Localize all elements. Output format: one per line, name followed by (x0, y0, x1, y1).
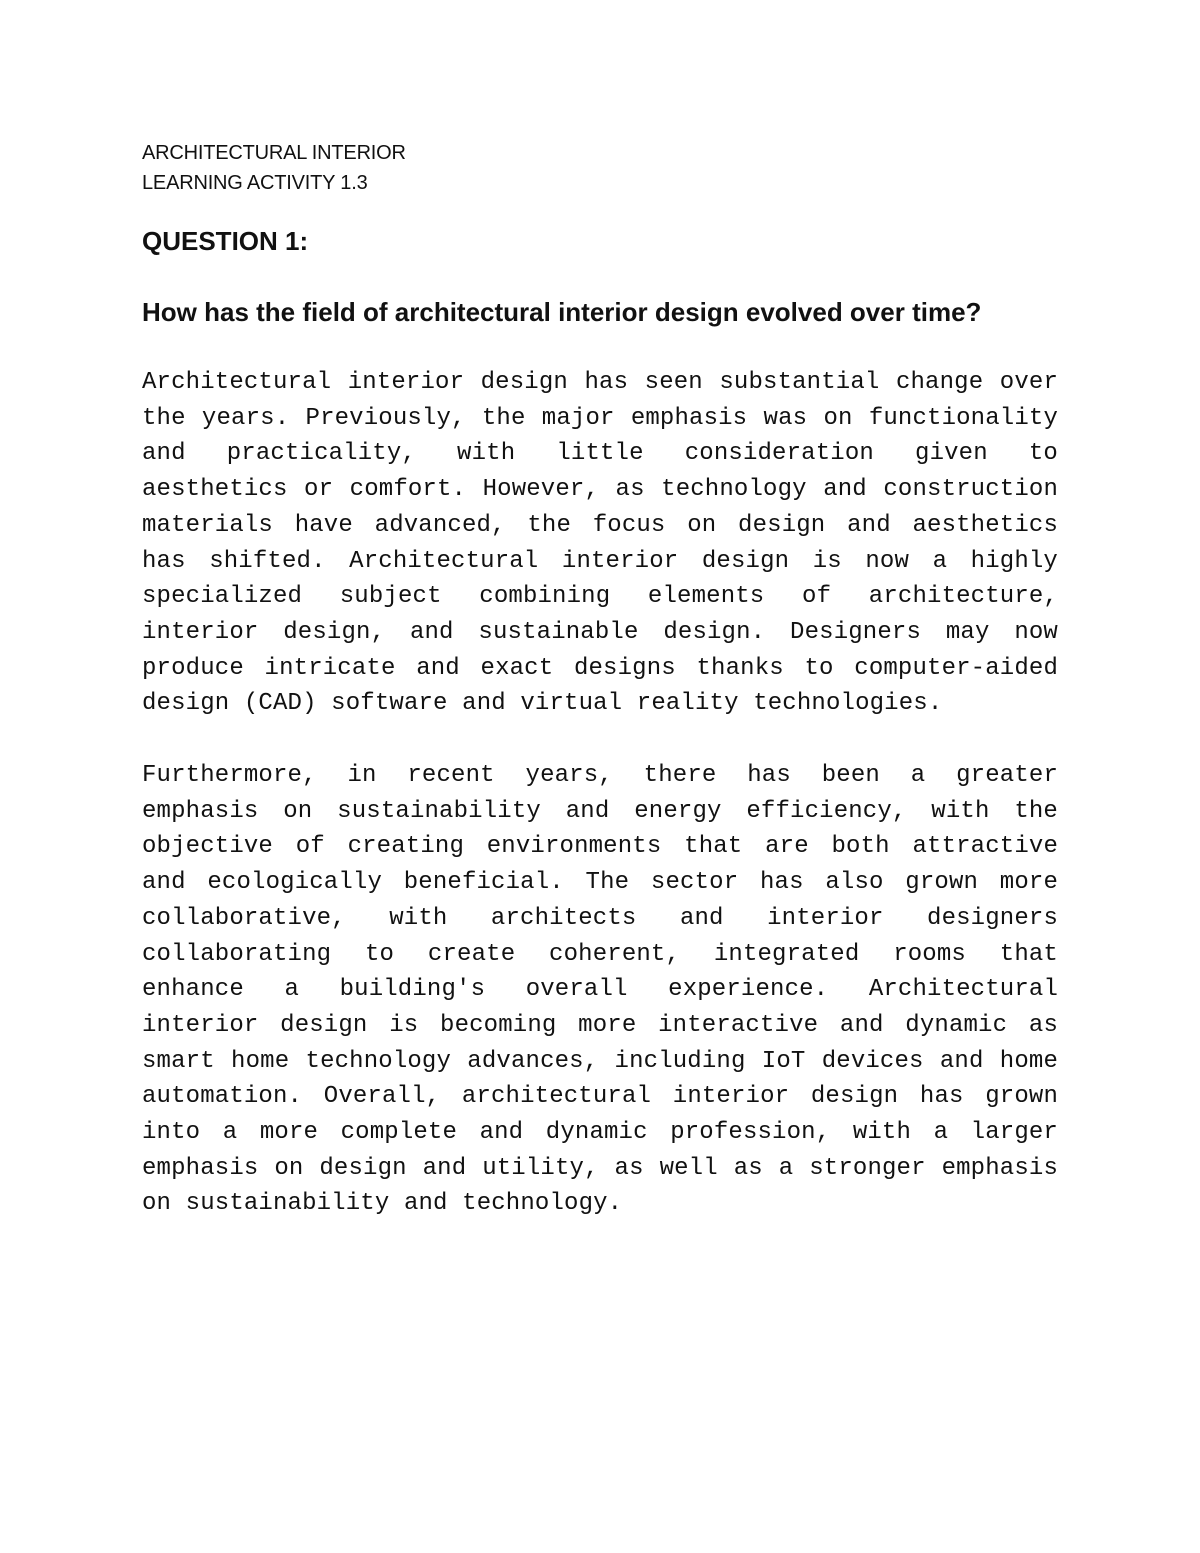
document-page (142, 138, 1058, 1222)
question-label: QUESTION 1: (142, 226, 309, 256)
course-title: ARCHITECTURAL INTERIOR (142, 142, 406, 164)
answer-paragraph-1: Architectural interior design has seen substantial change over the years. Previously, the major emphasis was on functionality and practicality, with little consideration given to aesthetics or comfort. However, as technology and construction materials have advanced, the focus on design and aesthetics has shifted. Architectural interior design is now a highly specialized subject combining elements of architecture, interior design, and sustainable design. Designers may now produce intricate and exact designs thanks to computer-aided design (CAD) software and virtual reality technologies. (142, 369, 1058, 718)
answer-paragraph-2: Furthermore, in recent years, there has been a greater emphasis on sustainability and energy efficiency, with the objective of creating environments that are both attractive and ecologically beneficial. The sector has also grown more collaborative, with architects and interior designers collaborating to create coherent, integrated rooms that enhance a building's overall experience. Architectural interior design is becoming more interactive and dynamic as smart home technology advances, including IoT devices and home automation. Overall, architectural interior design has grown into a more complete and dynamic profession, with a larger emphasis on design and utility, as well as a stronger emphasis on sustainability and technology. (142, 762, 1058, 1218)
question-text: How has the field of architectural interior design evolved over time? (142, 297, 982, 327)
activity-title: LEARNING ACTIVITY 1.3 (142, 172, 368, 194)
